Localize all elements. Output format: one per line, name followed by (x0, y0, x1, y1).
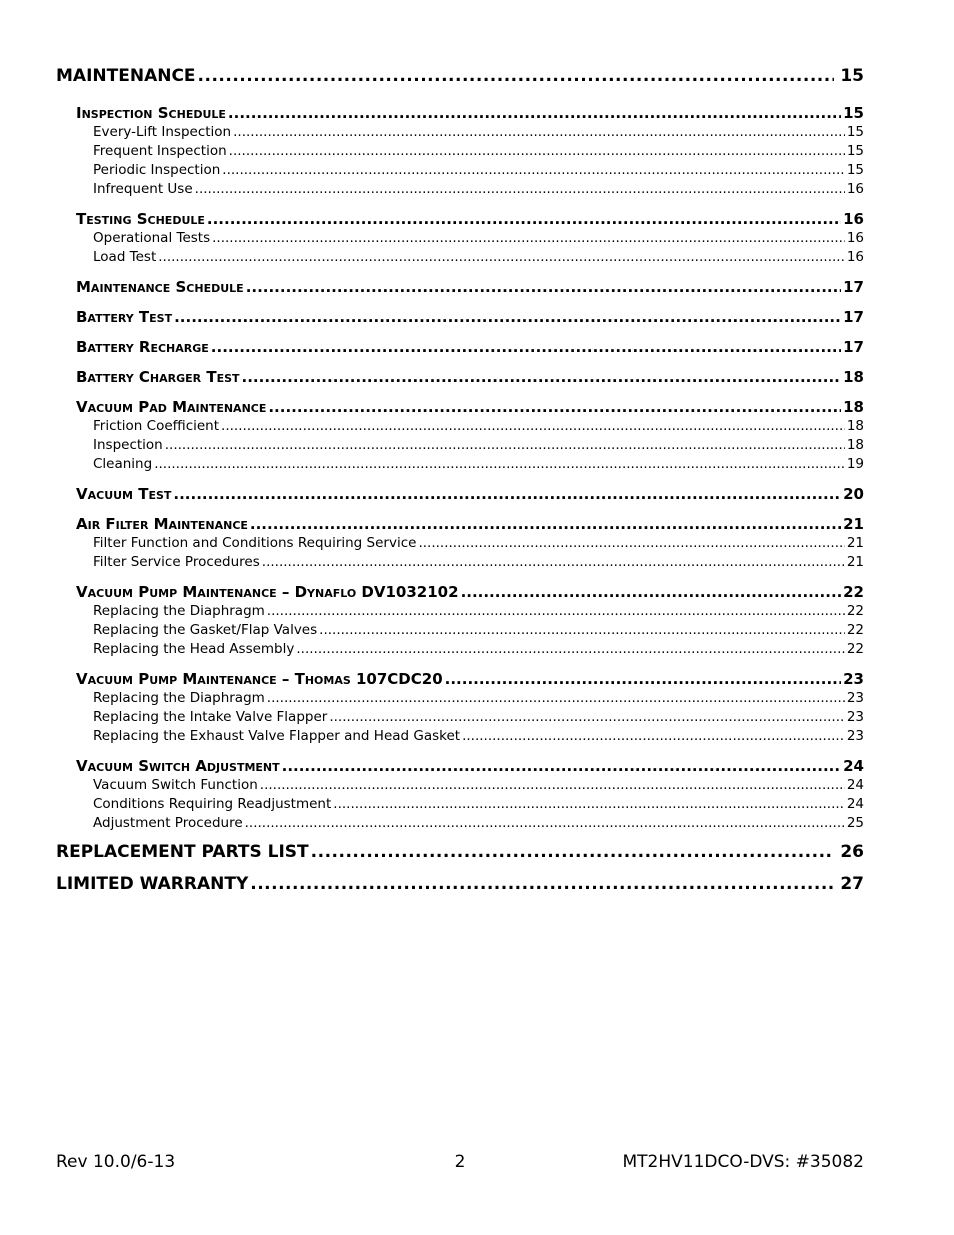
toc-entry-replacement-parts-list[interactable] (56, 839, 864, 871)
toc-subentry[interactable] (56, 640, 864, 659)
dot-leader (250, 514, 841, 534)
toc-entry-page: 19 (846, 456, 864, 472)
toc-entry-page: 24 (846, 777, 864, 793)
toc-entry-title: Friction Coefficient (93, 418, 220, 434)
footer-revision: Rev 10.0/6-13 (56, 1152, 176, 1172)
dot-leader (260, 776, 845, 795)
dot-leader (445, 669, 841, 689)
toc-entry-title: Battery Recharge (76, 338, 209, 356)
toc-subentry[interactable] (56, 814, 864, 833)
toc-entry-title: Replacing the Gasket/Flap Valves (93, 622, 318, 638)
toc-entry-page: 17 (843, 338, 864, 356)
toc-entry-page: 23 (846, 690, 864, 706)
toc-entry-title: Maintenance Schedule (76, 278, 244, 296)
toc-entry-page: 27 (840, 874, 864, 894)
toc-entry-title: Replacing the Exhaust Valve Flapper and Head Gasket (93, 728, 461, 744)
toc-entry-title: Frequent Inspection (93, 143, 227, 159)
toc-entry-vacuum-pad-maintenance[interactable] (56, 397, 864, 417)
toc-entry-title: Testing Schedule (76, 210, 205, 228)
dot-leader (165, 436, 845, 455)
toc-entry-page: 17 (843, 278, 864, 296)
toc-entry-title: Vacuum Pump Maintenance – Thomas 107CDC20 (76, 670, 443, 688)
toc-subentry[interactable] (56, 161, 864, 180)
dot-leader (246, 277, 841, 297)
toc-entry-page: 23 (843, 670, 864, 688)
toc-entry-inspection-schedule[interactable] (56, 103, 864, 123)
dot-leader (268, 397, 841, 417)
toc-entry-page: 15 (846, 162, 864, 178)
toc-entry-page: 25 (846, 815, 864, 831)
toc-entry-page: 24 (846, 796, 864, 812)
dot-leader (329, 708, 844, 727)
toc-subentry[interactable] (56, 180, 864, 199)
toc-entry-vacuum-test[interactable] (56, 484, 864, 504)
toc-entry-page: 21 (843, 515, 864, 533)
toc-subentry[interactable] (56, 229, 864, 248)
toc-entry-page: 17 (843, 308, 864, 326)
toc-entry-page: 22 (846, 641, 864, 657)
toc-entry-page: 15 (846, 143, 864, 159)
dot-leader (319, 621, 845, 640)
toc-entry-page: 16 (843, 210, 864, 228)
toc-entry-title: Adjustment Procedure (93, 815, 243, 831)
toc-entry-pump-thomas[interactable] (56, 669, 864, 689)
toc-entry-title: Battery Test (76, 308, 173, 326)
toc-entry-air-filter-maintenance[interactable] (56, 514, 864, 534)
toc-entry-battery-test[interactable] (56, 307, 864, 327)
dot-leader (207, 209, 841, 229)
toc-entry-page: 26 (840, 842, 864, 862)
toc-entry-title: Air Filter Maintenance (76, 515, 248, 533)
dot-leader (221, 417, 845, 436)
dot-leader (158, 248, 845, 267)
dot-leader (228, 103, 841, 123)
dot-leader (222, 161, 845, 180)
toc-entry-maintenance-schedule[interactable] (56, 277, 864, 297)
dot-leader (198, 63, 835, 89)
dot-leader (229, 142, 845, 161)
toc-entry-title: Periodic Inspection (93, 162, 221, 178)
toc-entry-vacuum-switch-adjustment[interactable] (56, 756, 864, 776)
toc-entry-page: 23 (846, 728, 864, 744)
toc-entry-limited-warranty[interactable] (56, 871, 864, 903)
toc-entry-title: MAINTENANCE (56, 66, 196, 86)
dot-leader (211, 337, 841, 357)
dot-leader (242, 367, 842, 387)
toc-entry-title: Every-Lift Inspection (93, 124, 232, 140)
toc-subentry[interactable] (56, 795, 864, 814)
toc-entry-page: 18 (843, 398, 864, 416)
dot-leader (154, 455, 845, 474)
toc-entry-title: Replacing the Intake Valve Flapper (93, 709, 328, 725)
toc-entry-title: Filter Service Procedures (93, 554, 260, 570)
toc-subentry[interactable] (56, 417, 864, 436)
toc-entry-title: Conditions Requiring Readjustment (93, 796, 332, 812)
toc-entry-testing-schedule[interactable] (56, 209, 864, 229)
toc-entry-page: 18 (846, 418, 864, 434)
toc-entry-title: Load Test (93, 249, 157, 265)
toc-entry-page: 20 (843, 485, 864, 503)
toc-entry-page: 22 (846, 603, 864, 619)
toc-subentry[interactable] (56, 727, 864, 746)
toc-entry-page: 24 (843, 757, 864, 775)
toc-entry-pump-dynaflo[interactable] (56, 582, 864, 602)
toc-entry-title: Vacuum Switch Adjustment (76, 757, 280, 775)
toc-entry-page: 21 (846, 535, 864, 551)
toc-entry-title: REPLACEMENT PARTS LIST (56, 842, 309, 862)
dot-leader (462, 727, 845, 746)
toc-entry-title: Cleaning (93, 456, 153, 472)
toc-subentry[interactable] (56, 602, 864, 621)
toc-subentry[interactable] (56, 142, 864, 161)
toc-subentry[interactable] (56, 708, 864, 727)
toc-subentry[interactable] (56, 553, 864, 572)
toc-entry-page: 15 (843, 104, 864, 122)
toc-entry-page: 15 (840, 66, 864, 86)
toc-subentry[interactable] (56, 123, 864, 142)
toc-entry-title: Infrequent Use (93, 181, 193, 197)
dot-leader (296, 640, 844, 659)
toc-entry-page: 22 (846, 622, 864, 638)
toc-entry-page: 22 (843, 583, 864, 601)
toc-subentry[interactable] (56, 436, 864, 455)
toc-entry-title: Operational Tests (93, 230, 211, 246)
toc-entry-page: 18 (846, 437, 864, 453)
toc-entry-page: 16 (846, 230, 864, 246)
toc-entry-title: LIMITED WARRANTY (56, 874, 249, 894)
toc-entry-page: 23 (846, 709, 864, 725)
toc-entry-page: 16 (846, 249, 864, 265)
toc-entry-title: Vacuum Pad Maintenance (76, 398, 267, 416)
dot-leader (461, 582, 842, 602)
page-footer (56, 1150, 864, 1174)
dot-leader (267, 689, 845, 708)
dot-leader (212, 229, 845, 248)
toc-subentry[interactable] (56, 776, 864, 795)
dot-leader (245, 814, 845, 833)
dot-leader (262, 553, 845, 572)
toc-subentry[interactable] (56, 248, 864, 267)
toc-entry-battery-charger-test[interactable] (56, 367, 864, 387)
table-of-contents (56, 63, 864, 903)
toc-entry-title: Vacuum Test (76, 485, 172, 503)
toc-entry-page: 16 (846, 181, 864, 197)
toc-entry-page: 21 (846, 554, 864, 570)
toc-entry-title: Vacuum Pump Maintenance – Dynaflo DV1032102 (76, 583, 459, 601)
toc-entry-title: Replacing the Diaphragm (93, 690, 265, 706)
toc-subentry[interactable] (56, 621, 864, 640)
toc-entry-title: Filter Function and Conditions Requiring Service (93, 535, 417, 551)
dot-leader (173, 484, 841, 504)
dot-leader (311, 839, 835, 865)
dot-leader (282, 756, 842, 776)
toc-subentry[interactable] (56, 455, 864, 474)
toc-entry-title: Replacing the Diaphragm (93, 603, 265, 619)
dot-leader (233, 123, 845, 142)
toc-entry-title: Battery Charger Test (76, 368, 240, 386)
toc-entry-title: Inspection Schedule (76, 104, 226, 122)
dot-leader (174, 307, 841, 327)
toc-entry-page: 15 (846, 124, 864, 140)
toc-subentry[interactable] (56, 534, 864, 553)
toc-subentry[interactable] (56, 689, 864, 708)
dot-leader (195, 180, 845, 199)
toc-entry-maintenance[interactable] (56, 63, 864, 95)
toc-entry-title: Replacing the Head Assembly (93, 641, 295, 657)
dot-leader (333, 795, 845, 814)
footer-page-number: 2 (454, 1152, 466, 1172)
footer-doc-id: MT2HV11DCO-DVS: #35082 (622, 1152, 864, 1172)
toc-entry-title: Vacuum Switch Function (93, 777, 258, 793)
dot-leader (250, 871, 834, 897)
toc-entry-battery-recharge[interactable] (56, 337, 864, 357)
dot-leader (267, 602, 845, 621)
toc-entry-title: Inspection (93, 437, 163, 453)
dot-leader (418, 534, 844, 553)
toc-entry-page: 18 (843, 368, 864, 386)
